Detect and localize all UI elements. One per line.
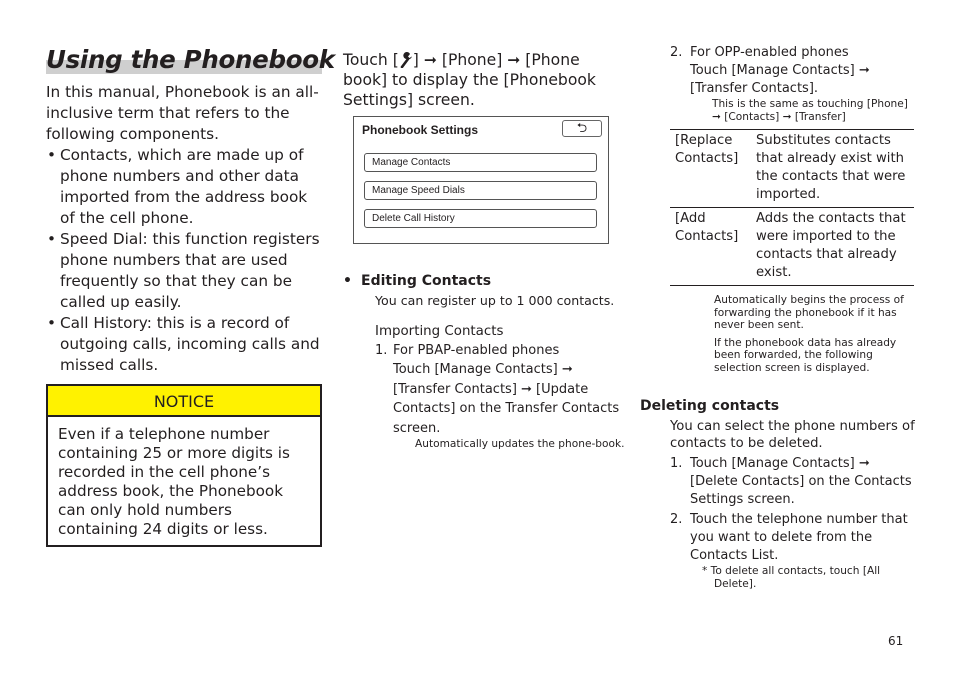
step-number: 2. [670, 45, 683, 60]
notice-heading: NOTICE [48, 386, 320, 417]
page-number: 61 [888, 634, 904, 648]
transfer-options-table [670, 129, 914, 286]
lead-instruction [343, 50, 618, 110]
delete-step-2-text: Touch the telephone number that you want to delete from the Contacts List. [690, 512, 908, 563]
right-column [670, 44, 920, 374]
heading-bullet: • [343, 273, 352, 289]
table-row [670, 208, 914, 286]
page-title: Using the Phonebook [46, 45, 335, 74]
table-row [670, 130, 914, 208]
step-1-text: Touch [Manage Contacts] ➞ [Transfer Contacts] ➞ [Update Contacts] on the Transfer Contacts screen. [393, 362, 620, 436]
editing-contacts-heading [343, 273, 491, 289]
page-title-block [46, 44, 335, 76]
step-2-title: For OPP-enabled phones [690, 45, 849, 60]
delete-step-1 [670, 455, 920, 509]
editing-subtext: You can register up to 1 000 contacts. [375, 293, 615, 308]
already-forwarded-note: If the phonebook data has already been forwarded, the following selection screen is displayed. [714, 336, 897, 374]
phonebook-settings-screen [353, 116, 609, 244]
back-button[interactable] [562, 120, 602, 137]
back-arrow-icon: ⮌ [576, 121, 588, 136]
middle-column [343, 50, 625, 450]
step-number: 1. [375, 343, 388, 358]
deleting-intro: You can select the phone numbers of contacts to be deleted. [670, 419, 915, 451]
wrench-icon [399, 52, 413, 68]
editing-heading-text: Editing Contacts [361, 273, 492, 289]
import-steps [375, 342, 625, 451]
intro-paragraph: In this manual, Phonebook is an all-inclusive term that refers to the following components. [46, 83, 319, 143]
deleting-contacts-block [670, 418, 920, 590]
step-1-note: Automatically updates the phone-book. [415, 438, 625, 450]
step-1-title: For PBAP-enabled phones [393, 343, 560, 358]
component-list [46, 145, 322, 376]
notice-box [46, 384, 322, 547]
option-value: Adds the contacts that were imported to the contacts that already exist. [756, 211, 906, 280]
import-step-2 [670, 44, 920, 123]
step-2-text: Touch [Manage Contacts] ➞ [Transfer Contacts]. [690, 63, 870, 96]
component-speed-dial: • Speed Dial: this function registers phone numbers that are used frequently so that they can be called up easily. [46, 229, 322, 313]
lead-touch: Touch [ [343, 51, 399, 69]
delete-call-history-button[interactable]: Delete Call History [364, 209, 597, 228]
delete-all-footnote: * To delete all contacts, touch [All Delete]. [702, 565, 881, 590]
step-number: 2. [670, 512, 683, 527]
deleting-contacts-heading: Deleting contacts [640, 398, 780, 414]
lead-rest: ] ➞ [Phone] ➞ [Phone book] to display the [Phonebook Settings] screen. [343, 51, 596, 109]
component-call-history: • Call History: this is a record of outgoing calls, incoming calls and missed calls. [46, 313, 322, 376]
option-key: [Replace Contacts] [675, 133, 739, 166]
importing-heading: Importing Contacts [375, 324, 504, 339]
delete-step-2 [670, 511, 920, 590]
manage-contacts-button[interactable]: Manage Contacts [364, 153, 597, 172]
option-key: [Add Contacts] [675, 211, 739, 244]
step-2-note: This is the same as touching [Phone] ➞ [Contacts] ➞ [Transfer] [712, 98, 908, 123]
component-contacts: • Contacts, which are made up of phone numbers and other data imported from the address book of the cell phone. [46, 145, 322, 229]
delete-step-1-text: Touch [Manage Contacts] ➞ [Delete Contacts] on the Contacts Settings screen. [690, 456, 912, 507]
import-step-1 [375, 342, 625, 451]
screen-title: Phonebook Settings [362, 123, 479, 137]
step-number: 1. [670, 456, 683, 471]
option-value: Substitutes contacts that already exist with the contacts that were imported. [756, 133, 906, 202]
left-column [46, 44, 335, 547]
auto-forward-note: Automatically begins the process of forwarding the phonebook if it has never been sent. [714, 294, 904, 331]
manage-speed-dials-button[interactable]: Manage Speed Dials [364, 181, 597, 200]
notice-text: Even if a telephone number containing 25 or more digits is recorded in the cell phone’s address book, the Phonebook can only hold numbers containing 24 digits or less. [58, 425, 290, 538]
